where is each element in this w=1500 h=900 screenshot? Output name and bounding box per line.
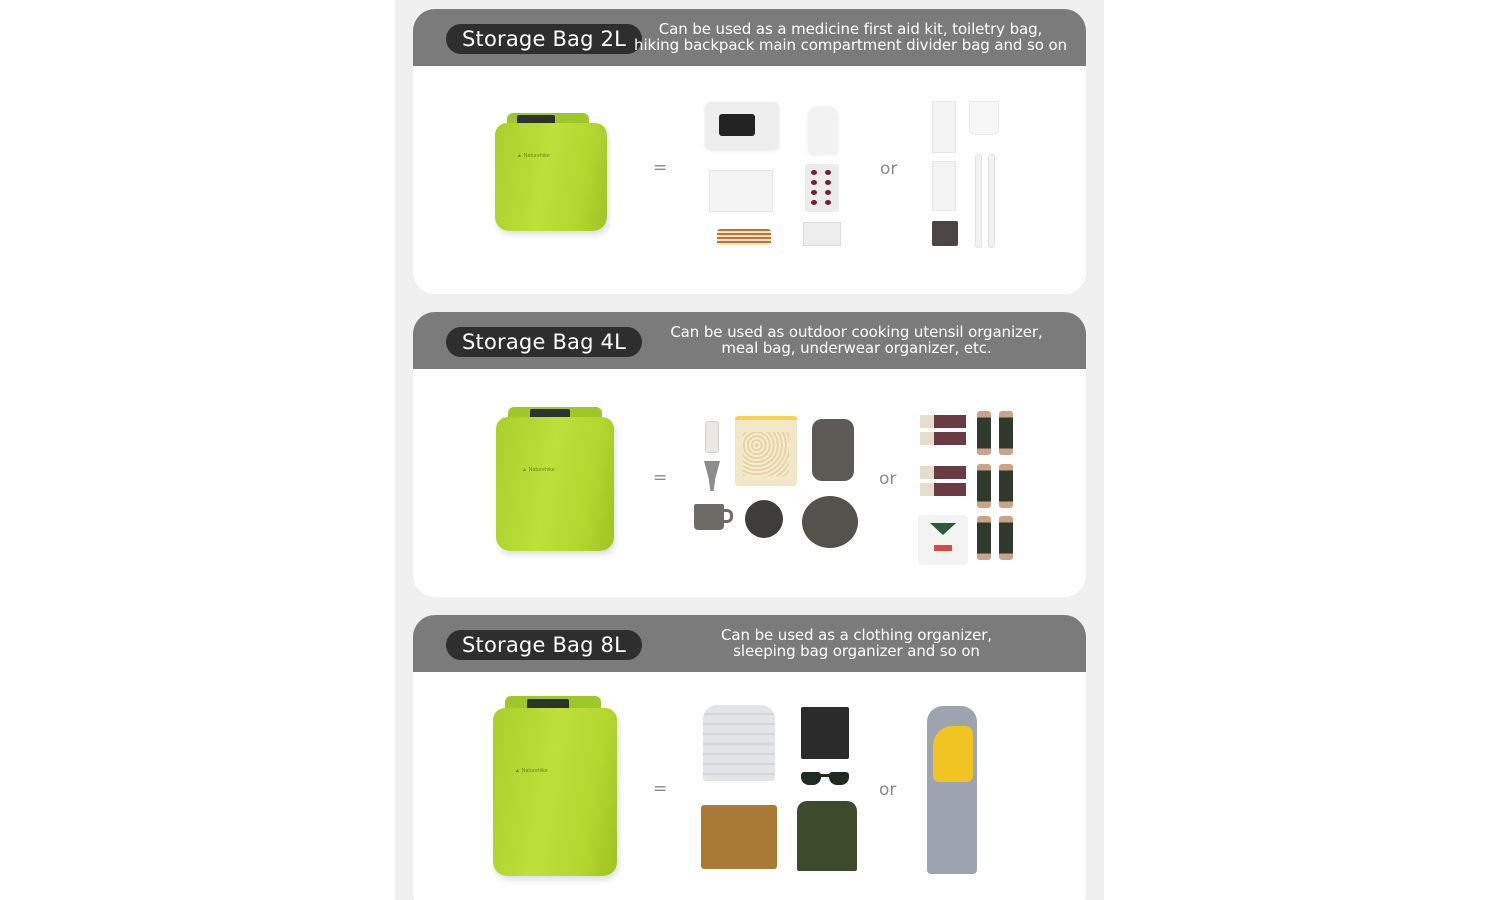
equals-sign: = [653,468,668,488]
green-dry-bag-8l-icon: ▲ Naturehike [493,696,619,876]
section-title: Storage Bag 8L [446,630,642,660]
section-description: Can be used as a clothing organizer, sleeping bag organizer and so on [721,626,992,660]
section-storage-bag-2l [413,9,1086,294]
or-label: or [880,159,898,179]
toiletry-bottle-icon [932,101,956,153]
electric-toothbrushes-icon [973,154,999,248]
lunch-box-icon [812,419,854,481]
section-body [413,66,1086,294]
section-body [413,672,1086,900]
snack-sticks-icon [977,516,1017,560]
kettle-icon [802,496,858,548]
or-label: or [879,780,897,800]
section-description: Can be used as outdoor cooking utensil organizer, meal bag, underwear organizer, etc. [670,323,1043,357]
khaki-shorts-icon [701,805,777,869]
snack-bag-icon [918,515,968,565]
section-body [413,369,1086,597]
or-label: or [879,469,897,489]
chocolate-bars-icon [920,466,966,498]
section-title: Storage Bag 2L [446,24,642,54]
spice-jar-icon [705,421,719,453]
soap-bar-icon [932,221,958,246]
section-title: Storage Bag 4L [446,327,642,357]
section-storage-bag-4l [413,312,1086,597]
toiletry-bottle-icon [932,161,956,211]
green-pants-icon [797,801,857,871]
down-jacket-icon [703,705,775,781]
cups-icon [969,101,999,135]
pill-blister-pack-icon [805,164,839,212]
section-storage-bag-8l [413,615,1086,900]
green-dry-bag-2l-icon: ▲ Naturehike [495,113,607,231]
section-description: Can be used as a medicine first aid kit, toiletry bag, hiking backpack main compartment divider bag and so on [634,20,1067,54]
cotton-swabs-icon [717,229,771,245]
swab-packets-icon [709,170,773,212]
section-header [413,312,1086,369]
green-dry-bag-4l-icon: ▲ Naturehike [496,407,616,551]
camp-stove-icon [704,461,720,491]
equals-sign: = [653,158,668,178]
glove-icon [808,106,838,154]
towel-icon [801,707,849,759]
wet-wipes-pack-icon [705,102,779,150]
section-header [413,615,1086,672]
section-header [413,9,1086,66]
snack-sticks-icon [977,411,1017,455]
sleeping-bag-icon [927,706,977,874]
mug-icon [694,504,724,530]
noodles-bag-icon [735,416,797,486]
sunglasses-icon [801,772,849,786]
pot-lid-icon [745,500,783,538]
chocolate-bars-icon [920,415,966,447]
snack-sticks-icon [977,464,1017,508]
tablet-blister-pack-icon [803,222,841,246]
equals-sign: = [653,779,668,799]
